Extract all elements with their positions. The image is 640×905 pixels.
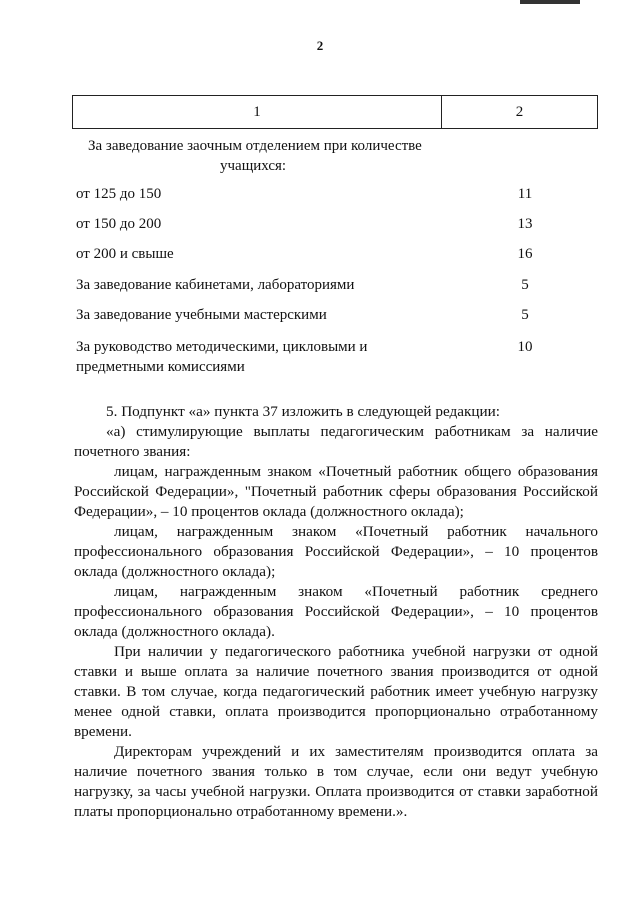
document-body: [74, 402, 598, 822]
section-title: [88, 136, 448, 176]
row-label: За заведование учебными мастерскими: [76, 307, 327, 323]
row-value: 13: [517, 216, 533, 232]
paragraph-a: «а) стимулирующие выплаты педагогическим работникам за наличие почетного звания:: [74, 423, 598, 460]
row-label: от 200 и свыше: [76, 246, 174, 262]
row-label: от 150 до 200: [76, 216, 162, 232]
paragraph-5: 5. Подпункт «а» пункта 37 изложить в следующей редакции:: [106, 403, 500, 420]
row-label: от 125 до 150: [76, 186, 162, 202]
row-label: За руководство методическими, цикловыми и предметными комиссиями: [76, 339, 368, 375]
section-title-line2: учащихся:: [220, 158, 287, 174]
paragraph-primary-vocational: лицам, награжденным знаком «Почетный работник начального профессионального образования Российской Федерации», – 10 процентов оклада (должностного оклада);: [74, 523, 598, 580]
row-value: 16: [517, 246, 533, 262]
row-value: 5: [521, 307, 529, 323]
scan-edge-mark: [520, 0, 580, 4]
paragraph-general-education: лицам, награжденным знаком «Почетный работник общего образования Российской Федерации», "Почетный работник сферы образования Российской Федерации», – 10 процентов оклада (должностного оклада);: [74, 463, 598, 520]
row-label: За заведование кабинетами, лабораториями: [76, 277, 355, 293]
column-header-1: 1: [73, 96, 442, 128]
paragraph-directors: Директорам учреждений и их заместителям производится оплата за наличие почетного звания только в том случае, если они ведут учебную нагрузку, за часы учебной нагрузки. Оплата производится от ставки заработной платы пропорционально отработанному времени.».: [74, 743, 598, 820]
table-header: [72, 95, 598, 129]
paragraph-workload: При наличии у педагогического работника учебной нагрузки от одной ставки и выше оплата за наличие почетного звания производится от одной ставки. В том случае, когда педагогический работник имеет учебную нагрузку менее одной ставки, оплата производится пропорционально отработанному времени.: [74, 643, 598, 740]
row-value: 11: [517, 186, 533, 202]
row-value: 5: [521, 277, 529, 293]
section-title-line1: За заведование заочным отделением при количестве: [88, 138, 422, 154]
row-value: 10: [517, 339, 533, 355]
column-header-2: 2: [515, 103, 524, 120]
paragraph-secondary-vocational: лицам, награжденным знаком «Почетный работник среднего профессионального образования Российской Федерации», – 10 процентов оклада (должностного оклада).: [74, 583, 598, 640]
page-number: 2: [316, 38, 324, 53]
